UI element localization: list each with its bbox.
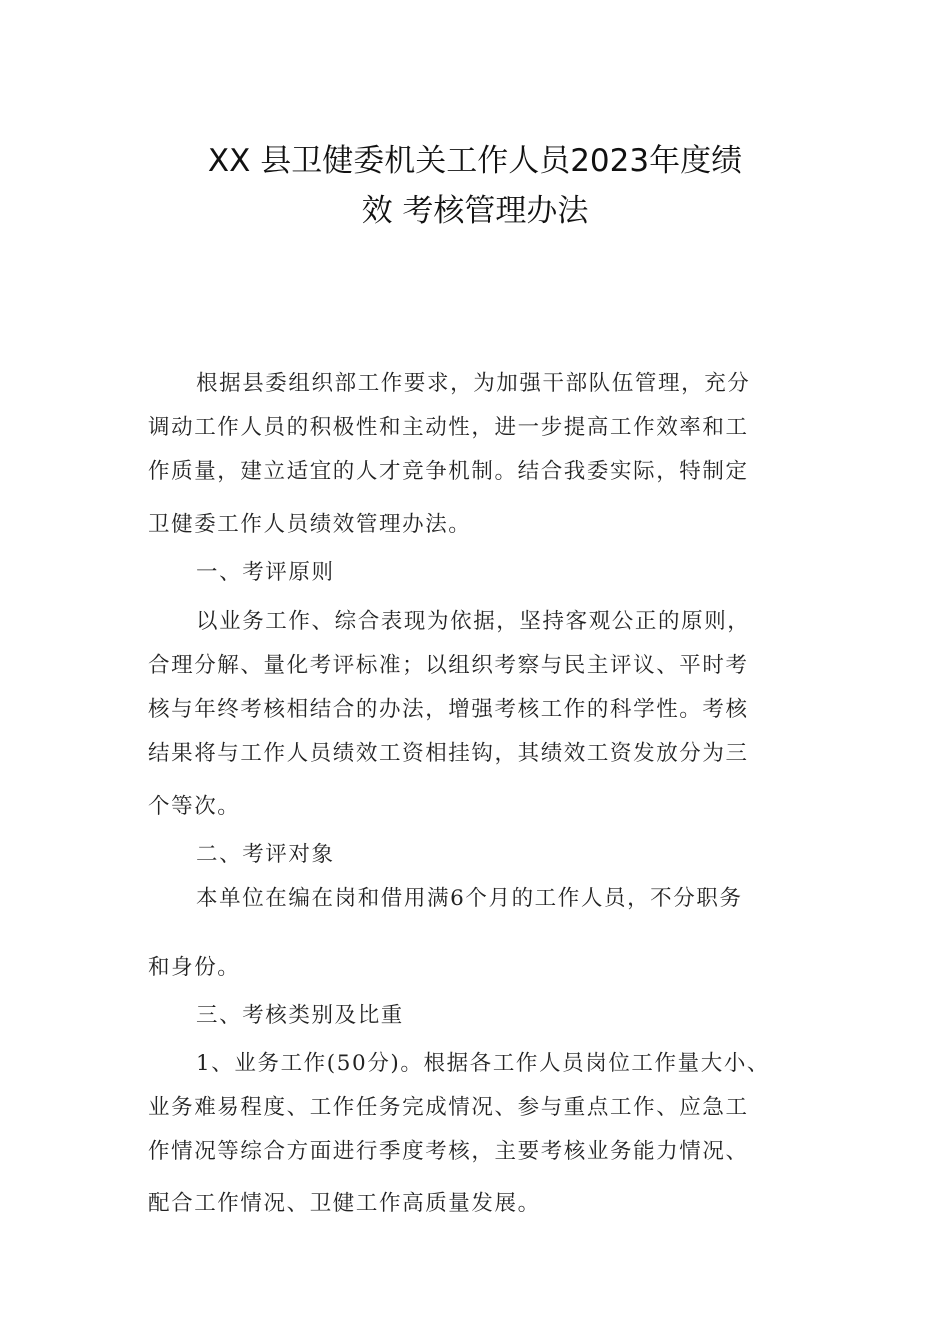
document-title-line-1: XX 县卫健委机关工作人员2023年度绩 [207,143,743,179]
targets-paragraph-line: 和身份。 [148,955,241,980]
categories-paragraph-line: 业务难易程度、工作任务完成情况、参与重点工作、应急工 [148,1095,749,1120]
section-heading-categories: 三、考核类别及比重 [196,1003,404,1028]
section-heading-principles: 一、考评原则 [196,560,335,585]
intro-paragraph-line: 卫健委工作人员绩效管理办法。 [148,512,472,537]
principles-paragraph-line: 结果将与工作人员绩效工资相挂钩，其绩效工资发放分为三 [148,741,749,766]
document-title-line-2: 效 考核管理办法 [361,193,589,229]
principles-paragraph-line: 以业务工作、综合表现为依据，坚持客观公正的原则， [196,609,751,634]
principles-paragraph-line: 合理分解、量化考评标准；以组织考察与民主评议、平时考 [148,653,749,678]
principles-paragraph-line: 核与年终考核相结合的办法，增强考核工作的科学性。考核 [148,697,749,722]
intro-paragraph-line: 根据县委组织部工作要求，为加强干部队伍管理，充分 [196,371,751,396]
categories-paragraph-line: 配合工作情况、卫健工作高质量发展。 [148,1191,541,1216]
categories-paragraph-line: 作情况等综合方面进行季度考核，主要考核业务能力情况、 [148,1139,749,1164]
intro-paragraph-line: 调动工作人员的积极性和主动性，进一步提高工作效率和工 [148,415,749,440]
intro-paragraph-line: 作质量，建立适宜的人才竞争机制。结合我委实际，特制定 [148,459,749,484]
principles-paragraph-line: 个等次。 [148,794,241,819]
targets-paragraph-line: 本单位在编在岗和借用满6个月的工作人员，不分职务 [196,886,743,911]
section-heading-targets: 二、考评对象 [196,842,335,867]
categories-paragraph-line: 1、业务工作(50分)。根据各工作人员岗位工作量大小、 [196,1051,771,1076]
